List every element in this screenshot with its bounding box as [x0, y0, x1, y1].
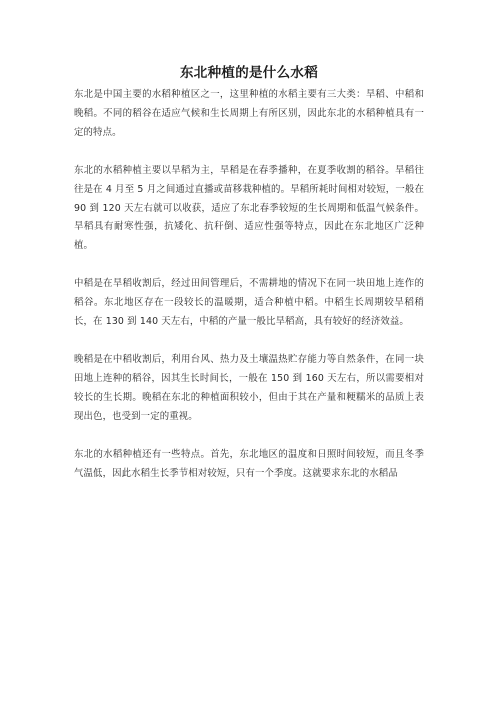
paragraph-intro: 东北是中国主要的水稻种植区之一，这里种植的水稻主要有三大类：旱稻、中稻和晚稻。不同的稻谷在适应气候和生长周期上有所区别，因此东北的水稻种植具有一定的特点。	[74, 89, 424, 138]
paragraph-features: 东北的水稻种植还有一些特点。首先，东北地区的温度和日照时间较短，而且冬季气温低，因此水稻生长季节相对较短，只有一个季度。这就要求东北的水稻品	[74, 448, 424, 479]
paragraph-early-rice: 东北的水稻种植主要以旱稻为主，旱稻是在春季播种，在夏季收割的稻谷。旱稻往往是在 4 月至 5 月之间通过直播或苗移栽种植的。旱稻所耗时间相对较短，一般在 90 到 120 天左右就可以收获，适应了东北春季较短的生长周期和低温气候条件。旱稻具有耐寒性强，抗矮化、抗秆倒、适应性强等特点，因此在东北地区广泛种植。	[74, 164, 424, 252]
document-title: 东北种植的是什么水稻	[180, 65, 318, 81]
paragraph-late-rice: 晚稻是在中稻收割后，利用台风、热力及土壤温热贮存能力等自然条件，在同一块田地上连种的稻谷，因其生长时间长，一般在 150 到 160 天左右，所以需要相对较长的生长期。晚稻在东北的种植面积较小，但由于其在产量和粳糯米的品质上表现出色，也受到一定的重视。	[74, 353, 424, 422]
paragraph-middle-rice: 中稻是在旱稻收割后，经过田间管理后，不需耕地的情况下在同一块田地上连作的稻谷。东北地区存在一段较长的温暖期，适合种植中稻。中稻生长周期较旱稻稍长，在 130 到 140 天左右，中稻的产量一般比旱稻高，具有较好的经济效益。	[74, 278, 424, 328]
